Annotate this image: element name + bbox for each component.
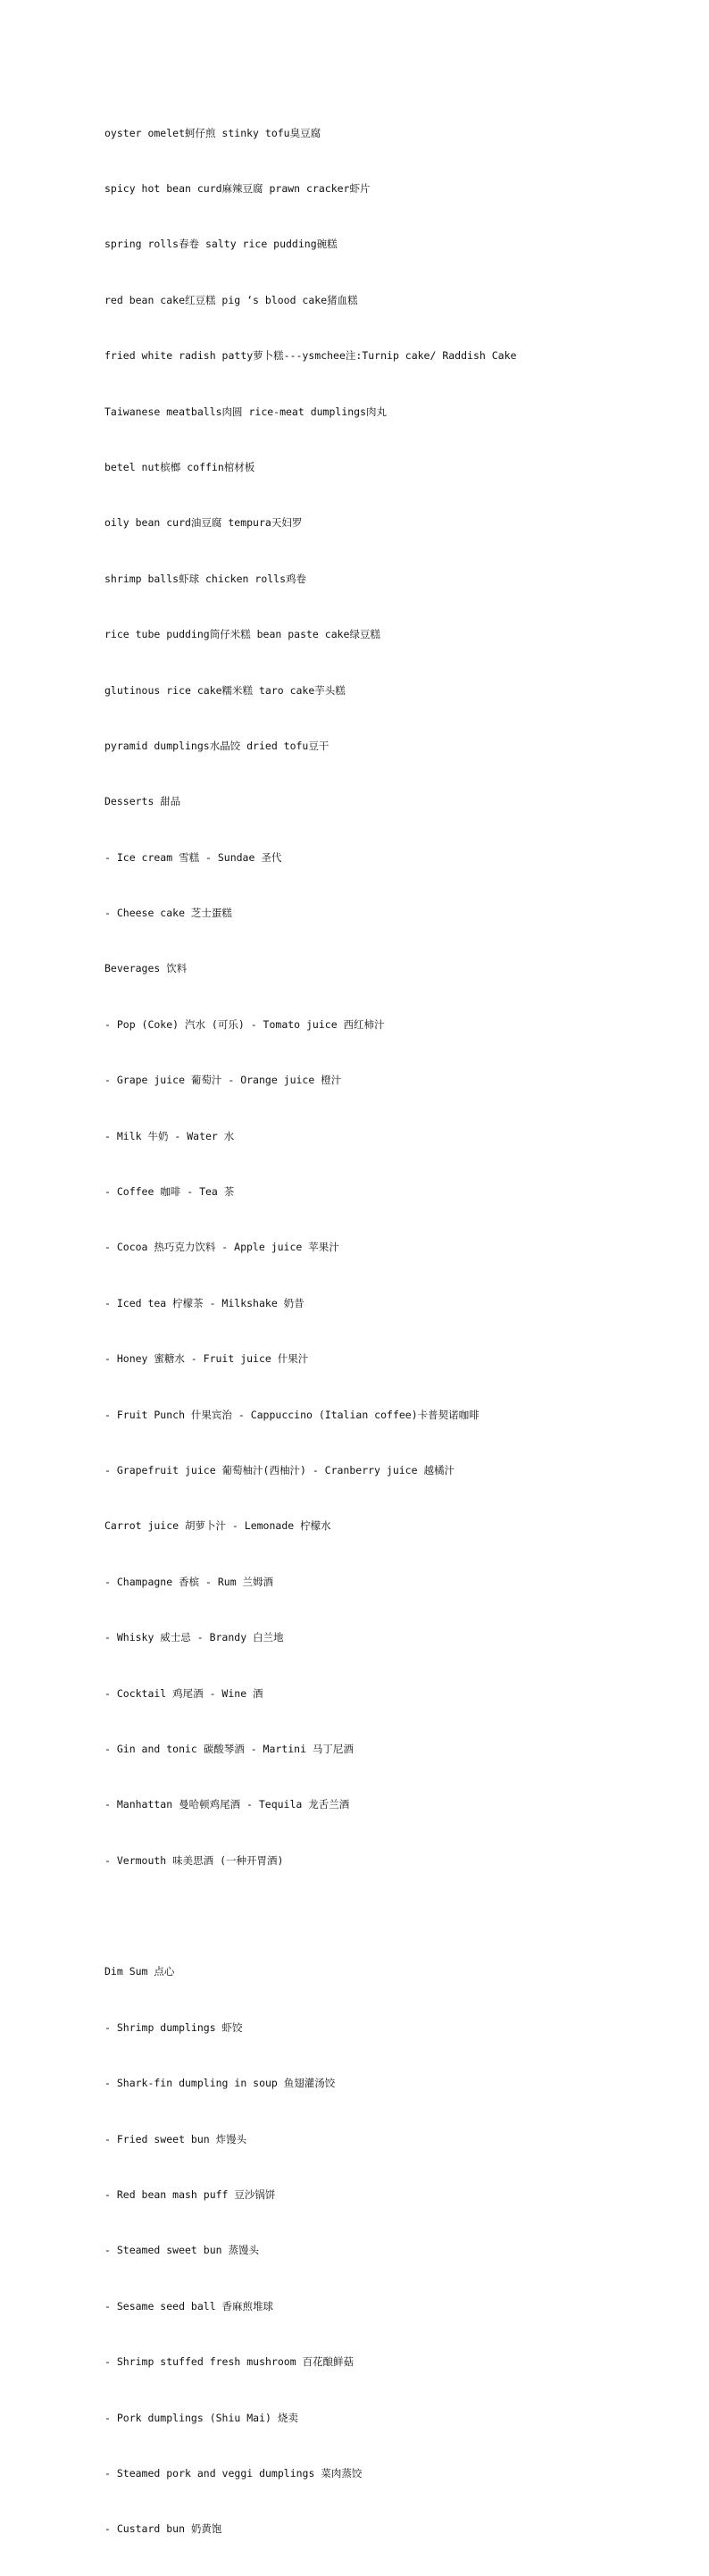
text-line: Carrot juice 胡萝卜汁 - Lemonade 柠檬水 [104, 1519, 331, 1533]
text-line: - Steamed sweet bun 蒸馒头 [104, 2244, 259, 2257]
text-line: shrimp balls虾球 chicken rolls鸡卷 [104, 572, 307, 585]
text-line: - Cocktail 鸡尾酒 - Wine 酒 [104, 1686, 263, 1700]
text-line: - Custard bun 奶黄饱 [104, 2522, 222, 2536]
section-heading-desserts: Desserts 甜品 [104, 795, 181, 808]
text-line: rice tube pudding筒仔米糕 bean paste cake绿豆糕 [104, 628, 380, 641]
text-line: - Steamed pork and veggi dumplings 菜肉蒸饺 [104, 2467, 363, 2480]
text-line: - Fried sweet bun 炸馒头 [104, 2132, 247, 2145]
text-line: - Iced tea 柠檬茶 - Milkshake 奶昔 [104, 1296, 304, 1309]
blank-line [104, 1907, 676, 1926]
text-line: red bean cake红豆糕 pig ‘s blood cake猪血糕 [104, 293, 358, 306]
text-line: - Grapefruit juice 葡萄柚汁(西柚汁) - Cranberry juice 越橘汁 [104, 1463, 455, 1476]
section-heading-beverages: Beverages 饮料 [104, 962, 188, 975]
text-line: - Manhattan 曼哈顿鸡尾酒 - Tequila 龙舌兰酒 [104, 1798, 350, 1811]
text-line: - Sesame seed ball 香麻煎堆球 [104, 2299, 274, 2313]
text-line: - Red bean mash puff 豆沙锅饼 [104, 2188, 276, 2202]
text-line: - Shrimp stuffed fresh mushroom 百花酿鲜菇 [104, 2355, 354, 2369]
text-line: spicy hot bean curd麻辣豆腐 prawn cracker虾片 [104, 181, 371, 195]
text-line: - Cocoa 热巧克力饮料 - Apple juice 苹果汁 [104, 1241, 339, 1254]
text-line: Taiwanese meatballs肉圆 rice-meat dumplings肉丸 [104, 405, 388, 418]
document-body [104, 87, 676, 2576]
text-line: - Milk 牛奶 - Water 水 [104, 1129, 235, 1142]
text-line: betel nut槟榔 coffin棺材板 [104, 460, 255, 473]
text-line: spring rolls春卷 salty rice pudding碗糕 [104, 238, 338, 251]
text-line: oily bean curd油豆腐 tempura天妇罗 [104, 516, 303, 530]
text-line: fried white radish patty萝卜糕---ysmchee注:Turnip cake/ Raddish Cake [104, 349, 517, 363]
text-line: - Grape juice 葡萄汁 - Orange juice 橙汁 [104, 1074, 342, 1087]
text-line: - Cheese cake 芝士蛋糕 [104, 907, 232, 920]
text-line: pyramid dumplings水晶饺 dried tofu豆干 [104, 739, 329, 752]
text-line: - Champagne 香槟 - Rum 兰姆酒 [104, 1575, 274, 1588]
text-line: - Vermouth 味美思酒 (一种开胃酒) [104, 1853, 284, 1867]
section-heading-dim-sum: Dim Sum 点心 [104, 1965, 175, 1978]
text-line: oyster omelet蚵仔煎 stinky tofu臭豆腐 [104, 126, 321, 139]
text-line: - Coffee 咖啡 - Tea 茶 [104, 1185, 235, 1199]
text-line: - Whisky 威士忌 - Brandy 白兰地 [104, 1631, 284, 1644]
text-line: - Pork dumplings (Shiu Mai) 烧卖 [104, 2411, 298, 2424]
text-line: - Fruit Punch 什果宾治 - Cappuccino (Italian coffee)卡普契诺咖啡 [104, 1408, 480, 1421]
text-line: - Shrimp dumplings 虾饺 [104, 2020, 243, 2034]
text-line: - Ice cream 雪糕 - Sundae 圣代 [104, 850, 282, 864]
text-line: - Pop (Coke) 汽水 (可乐) - Tomato juice 西红柿汁 [104, 1017, 385, 1031]
text-line: - Honey 蜜糖水 - Fruit juice 什果汁 [104, 1352, 309, 1366]
text-line: - Shark-fin dumpling in soup 鱼翅灌汤饺 [104, 2077, 336, 2090]
text-line: glutinous rice cake糯米糕 taro cake芋头糕 [104, 683, 346, 697]
text-line: - Gin and tonic 碳酸琴酒 - Martini 马丁尼酒 [104, 1742, 354, 1755]
